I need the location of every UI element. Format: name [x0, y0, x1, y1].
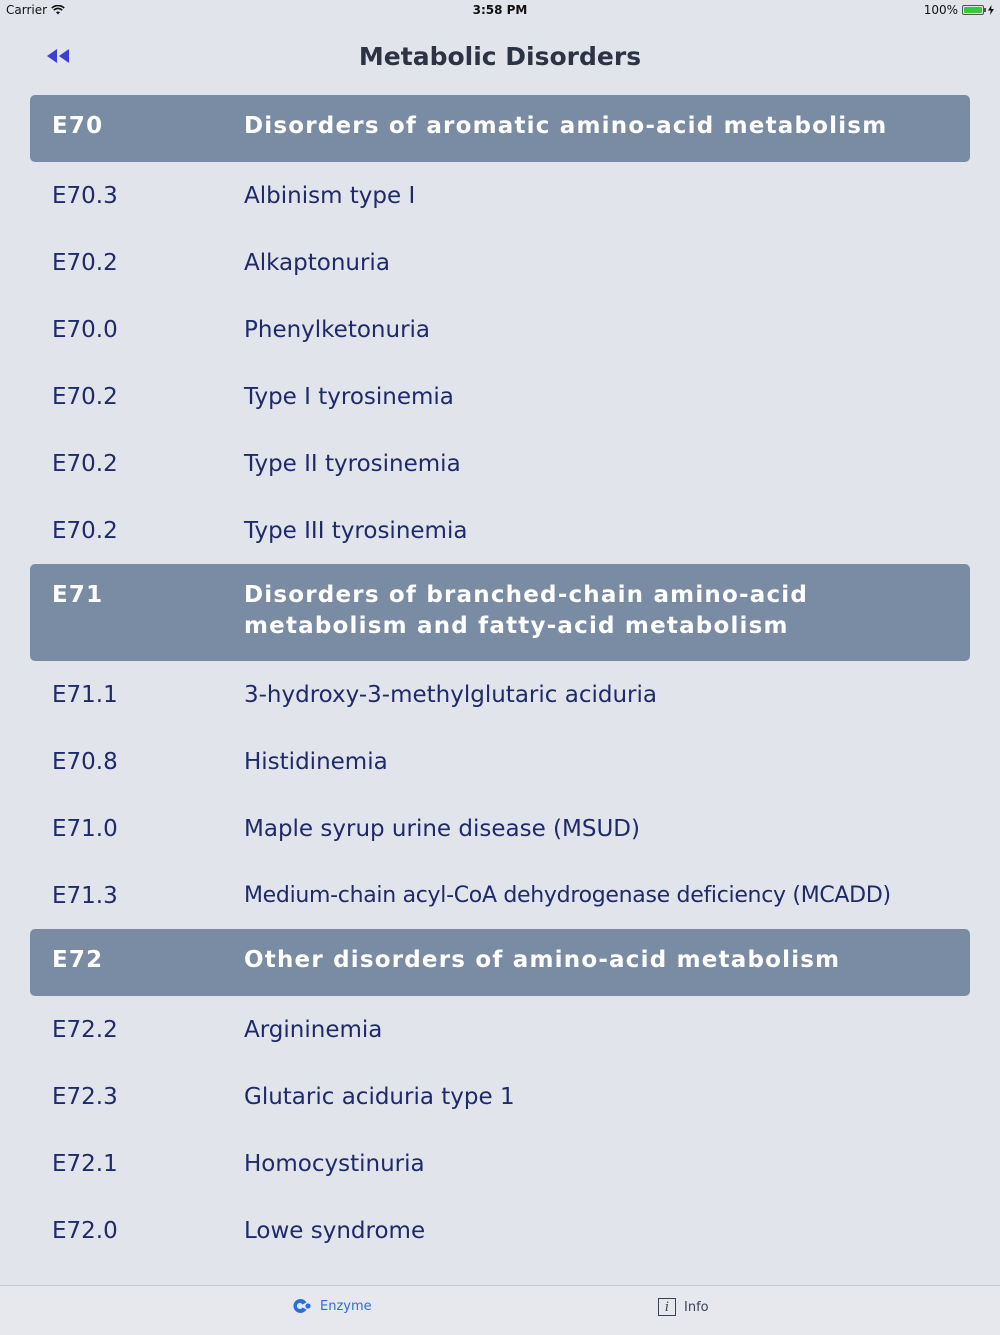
section-title-line: Disorders of branched-chain amino-acid [244, 582, 809, 608]
battery-icon [962, 5, 984, 15]
tab-info[interactable] [658, 1298, 709, 1316]
section-code: E71 [52, 582, 104, 608]
list-item[interactable] [30, 661, 970, 728]
status-bar [0, 0, 1000, 22]
section-title [244, 580, 948, 645]
battery-indicator [924, 3, 994, 17]
status-time: 3:58 PM [472, 3, 528, 17]
section-title-line: metabolism and fatty-acid metabolism [244, 613, 789, 639]
item-code: E70.2 [52, 450, 118, 477]
item-code: E72.2 [52, 1016, 118, 1043]
item-name: Type II tyrosinemia [244, 450, 461, 477]
carrier-label: Carrier [6, 3, 48, 17]
list-item[interactable] [30, 862, 970, 929]
item-name: Argininemia [244, 1016, 383, 1043]
list-item[interactable] [30, 996, 970, 1063]
item-name: Type III tyrosinemia [244, 517, 468, 544]
section-title: Other disorders of amino-acid metabolism [244, 947, 841, 973]
list-item[interactable] [30, 795, 970, 862]
item-name: Type I tyrosinemia [244, 383, 454, 410]
item-code: E70.2 [52, 249, 118, 276]
navigation-bar [0, 22, 1000, 94]
item-code: E72.3 [52, 1083, 118, 1110]
disorder-list [30, 95, 970, 1264]
item-code: E70.2 [52, 383, 118, 410]
list-item[interactable] [30, 1130, 970, 1197]
list-item[interactable] [30, 363, 970, 430]
list-item[interactable] [30, 162, 970, 229]
section-header-e71 [30, 564, 970, 661]
list-item[interactable] [30, 497, 970, 564]
item-name: Homocystinuria [244, 1150, 425, 1177]
section-code: E70 [52, 113, 104, 139]
tab-enzyme[interactable] [292, 1298, 372, 1314]
item-code: E71.3 [52, 882, 118, 909]
list-item[interactable] [30, 728, 970, 795]
tab-label: Info [684, 1299, 709, 1315]
item-name: Glutaric aciduria type 1 [244, 1083, 515, 1110]
item-name: 3-hydroxy-3-methylglutaric aciduria [244, 681, 657, 708]
section-title: Disorders of aromatic amino-acid metabolism [244, 113, 888, 139]
section-code: E72 [52, 947, 104, 973]
list-item[interactable] [30, 430, 970, 497]
item-code: E71.1 [52, 681, 118, 708]
item-name: Histidinemia [244, 748, 388, 775]
tab-label: Enzyme [320, 1298, 372, 1314]
list-item[interactable] [30, 229, 970, 296]
item-name: Albinism type I [244, 182, 416, 209]
enzyme-icon [292, 1298, 312, 1314]
list-item[interactable] [30, 1197, 970, 1264]
item-code: E72.0 [52, 1217, 118, 1244]
section-header-e72 [30, 929, 970, 996]
info-icon: i [658, 1298, 676, 1316]
tab-bar [0, 1285, 1000, 1335]
list-item[interactable] [30, 1063, 970, 1130]
item-name: Alkaptonuria [244, 249, 390, 276]
item-name: Phenylketonuria [244, 316, 431, 343]
item-code: E70.8 [52, 748, 118, 775]
item-name: Lowe syndrome [244, 1217, 426, 1244]
item-name: Maple syrup urine disease (MSUD) [244, 815, 640, 842]
item-code: E71.0 [52, 815, 118, 842]
item-code: E70.2 [52, 517, 118, 544]
section-header-e70 [30, 95, 970, 162]
item-code: E70.0 [52, 316, 118, 343]
item-code: E72.1 [52, 1150, 118, 1177]
list-item[interactable] [30, 296, 970, 363]
item-name: Medium-chain acyl-CoA dehydrogenase deficiency (MCADD) [244, 883, 891, 908]
battery-percent: 100% [923, 3, 958, 17]
charging-bolt-icon [988, 5, 994, 15]
item-code: E70.3 [52, 182, 118, 209]
page-title: Metabolic Disorders [358, 42, 642, 71]
